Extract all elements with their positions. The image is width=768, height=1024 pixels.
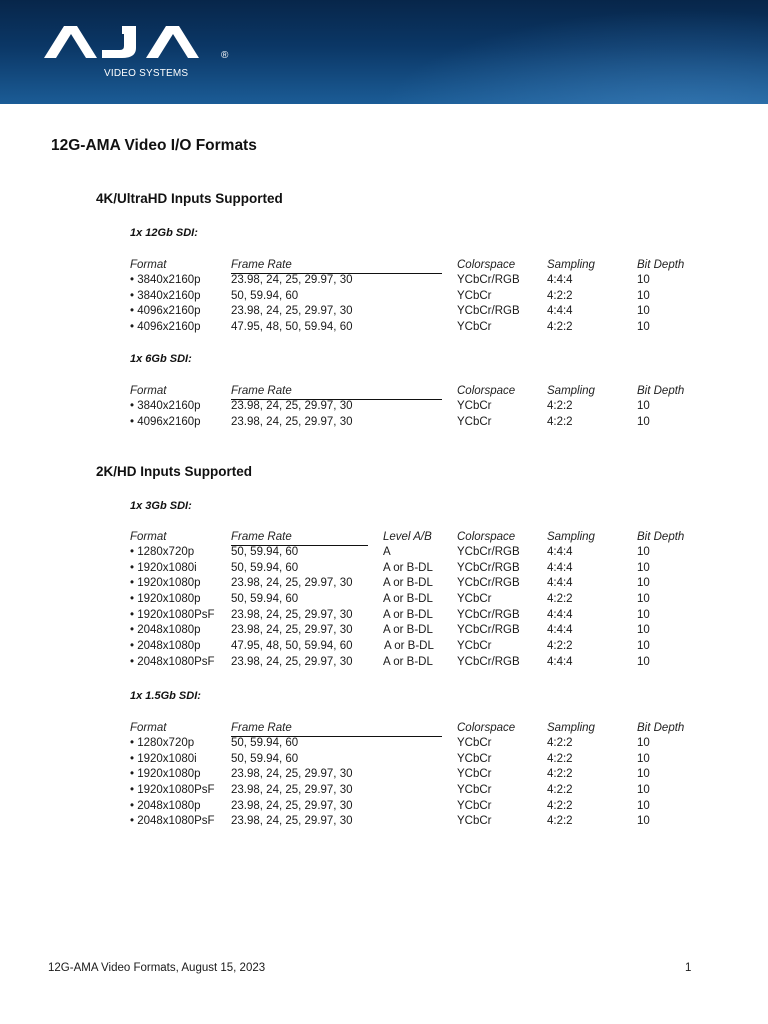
cell-frame-rate: 50, 59.94, 60 xyxy=(231,546,299,558)
cell-bit-depth: 10 xyxy=(637,289,650,302)
cell-colorspace: YCbCr/RGB xyxy=(457,655,520,668)
section-heading-2k-hd: 2K/HD Inputs Supported xyxy=(96,464,252,479)
cell-level: A or B-DL xyxy=(383,624,433,637)
cell-bit-depth: 10 xyxy=(637,561,650,574)
cell-bit-depth: 10 xyxy=(637,799,650,812)
table-row xyxy=(0,289,768,305)
cell-frame-rate: 23.98, 24, 25, 29.97, 30 xyxy=(231,274,353,286)
table-row xyxy=(0,752,768,768)
table-header xyxy=(0,722,768,736)
cell-bit-depth: 10 xyxy=(637,274,650,286)
cell-bit-depth: 10 xyxy=(637,577,650,590)
cell-format: • 2048x1080p xyxy=(130,640,201,653)
cell-colorspace: YCbCr xyxy=(457,289,492,302)
table-6g-sdi xyxy=(0,385,768,430)
cell-format: • 2048x1080PsF xyxy=(130,815,215,828)
cell-colorspace: YCbCr/RGB xyxy=(457,561,520,574)
col-colorspace-header: Colorspace xyxy=(457,531,516,543)
table-row xyxy=(0,655,768,671)
subsection-heading-3g: 1x 3Gb SDI: xyxy=(130,500,192,512)
cell-format: • 1920x1080p xyxy=(130,577,201,590)
cell-bit-depth: 10 xyxy=(637,640,650,653)
cell-bit-depth: 10 xyxy=(637,768,650,781)
cell-colorspace: YCbCr/RGB xyxy=(457,305,520,318)
col-format-header: Format xyxy=(130,531,167,543)
cell-colorspace: YCbCr xyxy=(457,768,492,781)
col-bit-depth-header: Bit Depth xyxy=(637,385,685,397)
col-frame-rate-header: Frame Rate xyxy=(231,385,292,397)
cell-frame-rate: 50, 59.94, 60 xyxy=(231,561,299,574)
cell-sampling: 4:2:2 xyxy=(547,640,573,653)
cell-colorspace: YCbCr xyxy=(457,752,492,765)
cell-frame-rate: 23.98, 24, 25, 29.97, 30 xyxy=(231,415,353,428)
cell-bit-depth: 10 xyxy=(637,321,650,334)
table-row xyxy=(0,415,768,431)
cell-colorspace: YCbCr xyxy=(457,415,492,428)
table-row xyxy=(0,273,768,289)
cell-level: A or B-DL xyxy=(383,593,433,606)
cell-format: • 3840x2160p xyxy=(130,274,201,286)
table-1-5g-sdi xyxy=(0,722,768,830)
cell-colorspace: YCbCr xyxy=(457,400,492,412)
cell-bit-depth: 10 xyxy=(637,737,650,749)
cell-format: • 4096x2160p xyxy=(130,415,201,428)
cell-frame-rate: 23.98, 24, 25, 29.97, 30 xyxy=(231,815,353,828)
table-row xyxy=(0,799,768,815)
col-sampling-header: Sampling xyxy=(547,531,595,543)
cell-bit-depth: 10 xyxy=(637,415,650,428)
section-heading-4k: 4K/UltraHD Inputs Supported xyxy=(96,191,283,206)
table-header xyxy=(0,385,768,399)
cell-sampling: 4:2:2 xyxy=(547,752,573,765)
table-header xyxy=(0,531,768,545)
table-row xyxy=(0,545,768,561)
header-banner xyxy=(0,0,768,104)
table-row xyxy=(0,814,768,830)
cell-colorspace: YCbCr/RGB xyxy=(457,624,520,637)
col-frame-rate-header: Frame Rate xyxy=(231,259,292,271)
cell-level: A xyxy=(383,546,391,558)
cell-bit-depth: 10 xyxy=(637,546,650,558)
table-row xyxy=(0,561,768,577)
cell-frame-rate: 23.98, 24, 25, 29.97, 30 xyxy=(231,577,353,590)
col-colorspace-header: Colorspace xyxy=(457,259,516,271)
cell-format: • 3840x2160p xyxy=(130,400,201,412)
cell-frame-rate: 50, 59.94, 60 xyxy=(231,593,299,606)
table-header xyxy=(0,259,768,273)
cell-format: • 1920x1080i xyxy=(130,561,197,574)
cell-frame-rate: 47.95, 48, 50, 59.94, 60 xyxy=(231,321,353,334)
cell-frame-rate: 23.98, 24, 25, 29.97, 30 xyxy=(231,305,353,318)
table-row xyxy=(0,576,768,592)
cell-sampling: 4:4:4 xyxy=(547,608,573,621)
table-row xyxy=(0,304,768,320)
cell-colorspace: YCbCr xyxy=(457,593,492,606)
table-row xyxy=(0,608,768,624)
col-level-header: Level A/B xyxy=(383,531,432,543)
cell-level: A or B-DL xyxy=(384,640,434,653)
cell-bit-depth: 10 xyxy=(637,752,650,765)
cell-sampling: 4:2:2 xyxy=(547,784,573,797)
registered-mark: ® xyxy=(221,50,229,61)
cell-frame-rate: 23.98, 24, 25, 29.97, 30 xyxy=(231,624,353,637)
cell-level: A or B-DL xyxy=(383,577,433,590)
cell-colorspace: YCbCr xyxy=(457,815,492,828)
cell-colorspace: YCbCr xyxy=(457,737,492,749)
cell-bit-depth: 10 xyxy=(637,784,650,797)
cell-sampling: 4:4:4 xyxy=(547,577,573,590)
cell-frame-rate: 50, 59.94, 60 xyxy=(231,289,299,302)
subsection-heading-6g: 1x 6Gb SDI: xyxy=(130,353,192,365)
cell-bit-depth: 10 xyxy=(637,624,650,637)
table-row xyxy=(0,639,768,655)
cell-colorspace: YCbCr/RGB xyxy=(457,546,520,558)
footer-document-info: 12G-AMA Video Formats, August 15, 2023 xyxy=(48,962,266,974)
subsection-heading-12g: 1x 12Gb SDI: xyxy=(130,227,198,239)
col-bit-depth-header: Bit Depth xyxy=(637,259,685,271)
cell-format: • 1280x720p xyxy=(130,737,195,749)
logo-subtitle: VIDEO SYSTEMS xyxy=(104,68,189,79)
cell-frame-rate: 47.95, 48, 50, 59.94, 60 xyxy=(231,640,353,653)
col-sampling-header: Sampling xyxy=(547,385,595,397)
cell-sampling: 4:2:2 xyxy=(547,799,573,812)
table-row xyxy=(0,767,768,783)
cell-frame-rate: 23.98, 24, 25, 29.97, 30 xyxy=(231,655,353,668)
cell-frame-rate: 50, 59.94, 60 xyxy=(231,752,299,765)
cell-frame-rate: 23.98, 24, 25, 29.97, 30 xyxy=(231,768,353,781)
cell-format: • 2048x1080p xyxy=(130,799,201,812)
cell-bit-depth: 10 xyxy=(637,608,650,621)
cell-format: • 4096x2160p xyxy=(130,305,201,318)
cell-sampling: 4:4:4 xyxy=(547,274,573,286)
col-bit-depth-header: Bit Depth xyxy=(637,531,685,543)
page-number: 1 xyxy=(685,962,692,974)
table-row xyxy=(0,783,768,799)
col-frame-rate-header: Frame Rate xyxy=(231,531,292,543)
cell-sampling: 4:4:4 xyxy=(547,655,573,668)
col-bit-depth-header: Bit Depth xyxy=(637,722,685,734)
col-format-header: Format xyxy=(130,259,167,271)
banner-glow xyxy=(348,0,768,104)
cell-sampling: 4:4:4 xyxy=(547,305,573,318)
cell-sampling: 4:2:2 xyxy=(547,768,573,781)
cell-sampling: 4:4:4 xyxy=(547,624,573,637)
col-colorspace-header: Colorspace xyxy=(457,385,516,397)
cell-format: • 2048x1080PsF xyxy=(130,655,215,668)
cell-frame-rate: 23.98, 24, 25, 29.97, 30 xyxy=(231,799,353,812)
cell-sampling: 4:2:2 xyxy=(547,415,573,428)
cell-colorspace: YCbCr xyxy=(457,640,492,653)
cell-format: • 1920x1080p xyxy=(130,593,201,606)
cell-colorspace: YCbCr xyxy=(457,321,492,334)
cell-format: • 1280x720p xyxy=(130,546,195,558)
cell-colorspace: YCbCr xyxy=(457,799,492,812)
cell-frame-rate: 23.98, 24, 25, 29.97, 30 xyxy=(231,400,353,412)
cell-frame-rate: 50, 59.94, 60 xyxy=(231,737,299,749)
document-title: 12G-AMA Video I/O Formats xyxy=(51,137,257,154)
cell-sampling: 4:2:2 xyxy=(547,321,573,334)
cell-sampling: 4:2:2 xyxy=(547,400,573,412)
cell-sampling: 4:4:4 xyxy=(547,546,573,558)
table-row xyxy=(0,623,768,639)
cell-colorspace: YCbCr/RGB xyxy=(457,274,520,286)
cell-bit-depth: 10 xyxy=(637,305,650,318)
cell-bit-depth: 10 xyxy=(637,593,650,606)
table-12g-sdi xyxy=(0,259,768,336)
table-row xyxy=(0,592,768,608)
table-row xyxy=(0,320,768,336)
cell-level: A or B-DL xyxy=(383,655,433,668)
cell-format: • 1920x1080PsF xyxy=(130,784,215,797)
table-row xyxy=(0,736,768,752)
cell-colorspace: YCbCr/RGB xyxy=(457,608,520,621)
cell-level: A or B-DL xyxy=(383,561,433,574)
cell-format: • 1920x1080i xyxy=(130,752,197,765)
cell-sampling: 4:2:2 xyxy=(547,289,573,302)
col-sampling-header: Sampling xyxy=(547,259,595,271)
subsection-heading-1-5g: 1x 1.5Gb SDI: xyxy=(130,690,201,702)
cell-format: • 1920x1080PsF xyxy=(130,608,215,621)
col-colorspace-header: Colorspace xyxy=(457,722,516,734)
cell-bit-depth: 10 xyxy=(637,815,650,828)
col-sampling-header: Sampling xyxy=(547,722,595,734)
col-format-header: Format xyxy=(130,385,167,397)
cell-level: A or B-DL xyxy=(383,608,433,621)
cell-sampling: 4:2:2 xyxy=(547,593,573,606)
cell-colorspace: YCbCr/RGB xyxy=(457,577,520,590)
cell-format: • 4096x2160p xyxy=(130,321,201,334)
cell-sampling: 4:2:2 xyxy=(547,737,573,749)
table-3g-sdi xyxy=(0,531,768,671)
cell-format: • 3840x2160p xyxy=(130,289,201,302)
cell-bit-depth: 10 xyxy=(637,400,650,412)
col-format-header: Format xyxy=(130,722,167,734)
cell-bit-depth: 10 xyxy=(637,655,650,668)
cell-sampling: 4:2:2 xyxy=(547,815,573,828)
cell-format: • 2048x1080p xyxy=(130,624,201,637)
col-frame-rate-header: Frame Rate xyxy=(231,722,292,734)
cell-sampling: 4:4:4 xyxy=(547,561,573,574)
table-row xyxy=(0,399,768,415)
cell-format: • 1920x1080p xyxy=(130,768,201,781)
cell-frame-rate: 23.98, 24, 25, 29.97, 30 xyxy=(231,784,353,797)
cell-frame-rate: 23.98, 24, 25, 29.97, 30 xyxy=(231,608,353,621)
cell-colorspace: YCbCr xyxy=(457,784,492,797)
